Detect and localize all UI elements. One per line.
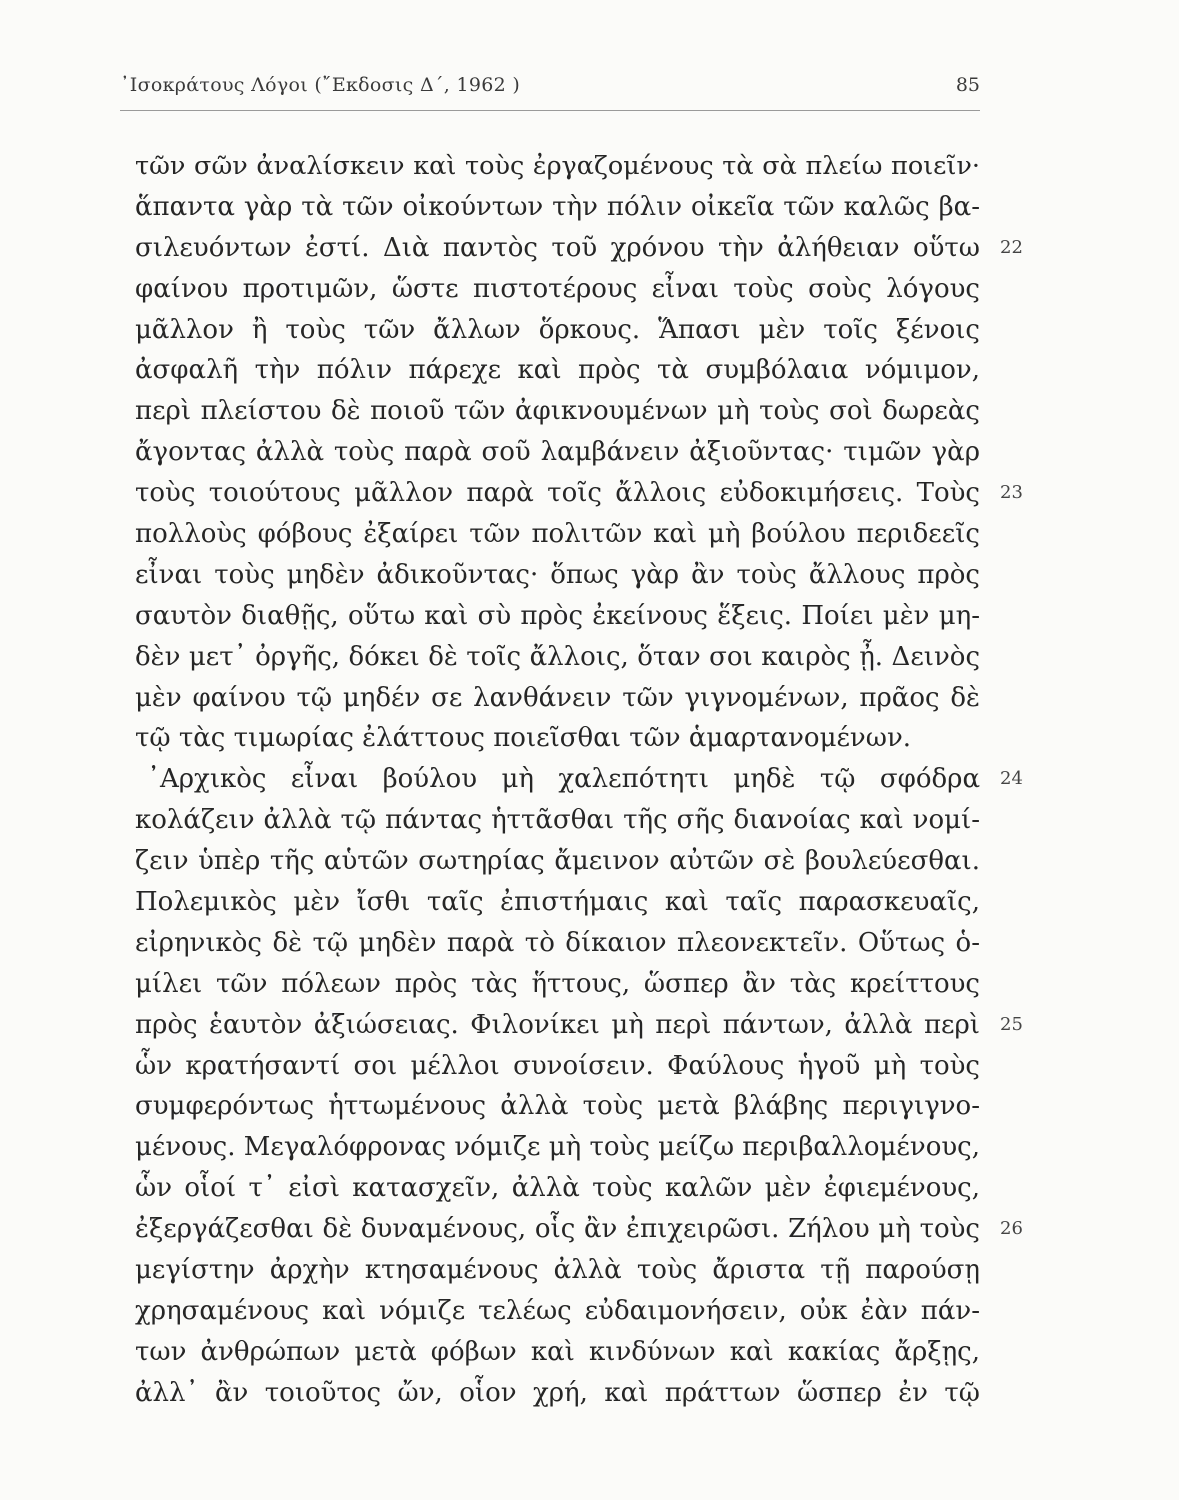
- page-number: 85: [955, 74, 980, 96]
- line-text: χρησαμένους καὶ νόμιζε τελέως εὐδαιμονήσειν, οὐκ ἐὰν πάν-: [135, 1295, 980, 1326]
- text-line: [135, 269, 980, 310]
- running-title: ᾽Ισοκράτους Λόγοι (῎Εκδοσις Δ΄, 1962 ): [120, 74, 521, 96]
- line-text: πολλοὺς φόβους ἐξαίρει τῶν πολιτῶν καὶ μὴ βούλου περιδεεῖς: [135, 519, 980, 550]
- line-text: κολάζειν ἀλλὰ τῷ πάντας ἡττᾶσθαι τῆς σῆς διανοίας καὶ νομί-: [135, 805, 980, 836]
- line-text: Πολεμικὸς μὲν ἴσθι ταῖς ἐπιστήμαις καὶ ταῖς παρασκευαῖς,: [135, 887, 980, 918]
- line-text: μᾶλλον ἢ τοὺς τῶν ἄλλων ὅρκους. Ἅπασι μὲν τοῖς ξένοις: [135, 314, 980, 345]
- line-text: σαυτὸν διαθῇς, οὕτω καὶ σὺ πρὸς ἐκείνους ἕξεις. Ποίει μὲν μη-: [135, 600, 980, 631]
- line-text: ἀλλ᾽ ἂν τοιοῦτος ὤν, οἷον χρή, καὶ πράττων ὥσπερ ἐν τῷ: [135, 1377, 980, 1408]
- line-text: συμφερόντως ἡττωμένους ἀλλὰ τοὺς μετὰ βλάβης περιγιγνο-: [135, 1091, 980, 1122]
- line-text: περὶ πλείστου δὲ ποιοῦ τῶν ἀφικνουμένων μὴ τοὺς σοὶ δωρεὰς: [135, 396, 980, 427]
- line-text: τῶν σῶν ἀναλίσκειν καὶ τοὺς ἐργαζομένους τὰ σὰ πλείω ποιεῖν·: [135, 151, 980, 181]
- text-line: [135, 882, 980, 923]
- text-line: [135, 1127, 980, 1168]
- text-line: [135, 1168, 980, 1209]
- text-line: [135, 637, 980, 678]
- line-text: φαίνου προτιμῶν, ὥστε πιστοτέρους εἶναι τοὺς σοὺς λόγους: [135, 273, 980, 304]
- line-text: τοὺς τοιούτους μᾶλλον παρὰ τοῖς ἄλλοις εὐδοκιμήσεις. Τοὺς: [135, 478, 980, 509]
- text-line: [135, 1209, 1023, 1250]
- text-line: [135, 1291, 980, 1332]
- header-rule: [120, 110, 980, 111]
- text-line: [135, 678, 980, 719]
- text-line: [135, 1005, 1023, 1046]
- line-text: ἄγοντας ἀλλὰ τοὺς παρὰ σοῦ λαμβάνειν ἀξιοῦντας· τιμῶν γὰρ: [135, 437, 980, 468]
- text-line: [135, 187, 980, 228]
- text-line: [135, 432, 980, 473]
- line-text: μεγίστην ἀρχὴν κτησαμένους ἀλλὰ τοὺς ἄριστα τῇ παρούσῃ: [135, 1255, 980, 1286]
- text-line: [135, 1086, 980, 1127]
- section-number: 25: [1000, 1013, 1023, 1035]
- line-text: ἐξεργάζεσθαι δὲ δυναμένους, οἷς ἂν ἐπιχειρῶσι. Ζήλου μὴ τοὺς: [135, 1214, 980, 1245]
- section-number: 24: [1000, 768, 1023, 790]
- text-line: [135, 350, 980, 391]
- line-text: των ἀνθρώπων μετὰ φόβων καὶ κινδύνων καὶ κακίας ἄρξῃς,: [135, 1336, 980, 1367]
- line-text: μίλει τῶν πόλεων πρὸς τὰς ἥττους, ὥσπερ ἂν τὰς κρείττους: [135, 968, 980, 999]
- running-header: [120, 74, 980, 104]
- section-number: 22: [1000, 236, 1023, 258]
- text-line: [135, 555, 980, 596]
- line-text: εἰρηνικὸς δὲ τῷ μηδὲν παρὰ τὸ δίκαιον πλεονεκτεῖν. Οὕτως ὁ-: [135, 927, 980, 958]
- text-line: [135, 310, 980, 351]
- text-line: [135, 391, 980, 432]
- text-line: [135, 1250, 980, 1291]
- line-text: ᾽Αρχικὸς εἶναι βούλου μὴ χαλεπότητι μηδὲ τῷ σφόδρα: [147, 764, 980, 795]
- text-line: [135, 1046, 980, 1087]
- line-text: τῷ τὰς τιμωρίας ἐλάττους ποιεῖσθαι τῶν ἁμαρτανομένων.: [135, 723, 912, 754]
- text-line: [135, 1373, 980, 1414]
- text-line: [135, 718, 980, 759]
- line-text: πρὸς ἑαυτὸν ἀξιώσειας. Φιλονίκει μὴ περὶ πάντων, ἀλλὰ περὶ: [135, 1009, 980, 1040]
- text-line: [135, 596, 980, 637]
- text-line: [135, 146, 980, 187]
- line-text: ἅπαντα γὰρ τὰ τῶν οἰκούντων τὴν πόλιν οἰκεῖα τῶν καλῶς βα-: [135, 191, 980, 222]
- text-line: [135, 759, 1023, 800]
- line-text: ζειν ὑπὲρ τῆς αὑτῶν σωτηρίας ἄμεινον αὐτῶν σὲ βουλεύεσθαι.: [135, 846, 980, 877]
- line-text: μένους. Μεγαλόφρονας νόμιζε μὴ τοὺς μείζω περιβαλλομένους,: [135, 1132, 980, 1163]
- text-line: [135, 923, 980, 964]
- text-line: [135, 800, 980, 841]
- text-line: [135, 841, 980, 882]
- line-text: ἀσφαλῆ τὴν πόλιν πάρεχε καὶ πρὸς τὰ συμβόλαια νόμιμον,: [135, 355, 980, 386]
- line-text: ὧν οἷοί τ᾽ εἰσὶ κατασχεῖν, ἀλλὰ τοὺς καλῶν μὲν ἐφιεμένους,: [135, 1173, 980, 1204]
- text-line: [135, 514, 980, 555]
- line-text: ὧν κρατήσαντί σοι μέλλοι συνοίσειν. Φαύλους ἡγοῦ μὴ τοὺς: [135, 1050, 980, 1081]
- text-body: [135, 146, 1023, 1414]
- text-line: [135, 228, 1023, 269]
- text-line: [135, 473, 1023, 514]
- line-text: σιλευόντων ἐστί. Διὰ παντὸς τοῦ χρόνου τὴν ἀλήθειαν οὕτω: [135, 232, 980, 263]
- text-line: [135, 1332, 980, 1373]
- line-text: εἶναι τοὺς μηδὲν ἀδικοῦντας· ὅπως γὰρ ἂν τοὺς ἄλλους πρὸς: [135, 559, 980, 590]
- text-line: [135, 964, 980, 1005]
- section-number: 26: [1000, 1218, 1023, 1240]
- line-text: μὲν φαίνου τῷ μηδέν σε λανθάνειν τῶν γιγνομένων, πρᾶος δὲ: [135, 682, 980, 713]
- section-number: 23: [1000, 482, 1023, 504]
- line-text: δὲν μετ᾽ ὀργῆς, δόκει δὲ τοῖς ἄλλοις, ὅταν σοι καιρὸς ᾖ. Δεινὸς: [135, 641, 980, 672]
